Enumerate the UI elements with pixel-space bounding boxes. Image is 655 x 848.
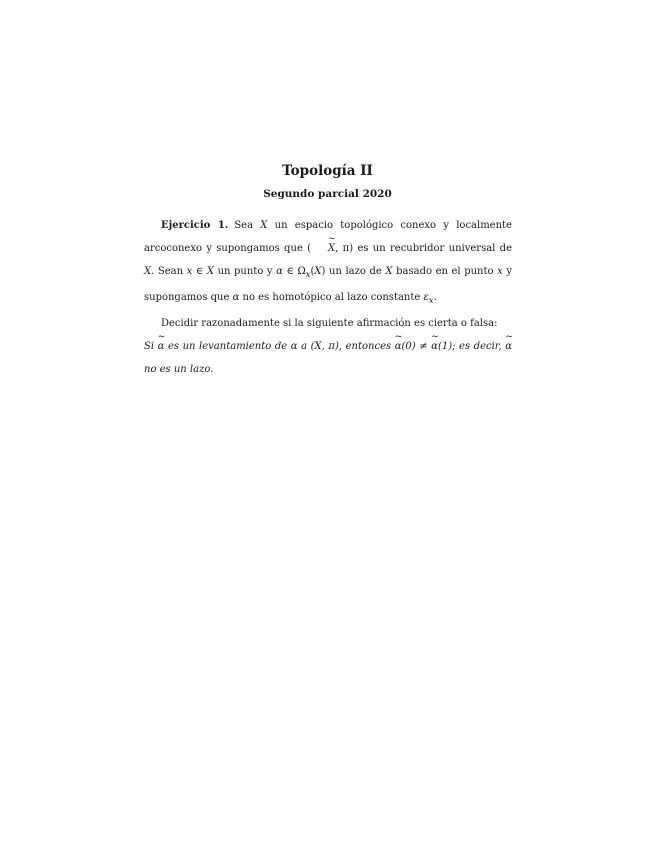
math-alpha-tilde: ~ α bbox=[395, 335, 402, 358]
text-run: . Sean bbox=[151, 266, 187, 277]
math-X: X bbox=[385, 266, 393, 277]
text-run: basado en el punto bbox=[392, 266, 498, 277]
text-run: (1); es decir, bbox=[437, 341, 506, 352]
text-run: es un levantamiento de bbox=[164, 341, 291, 352]
statement-paragraph bbox=[144, 335, 512, 381]
math-alpha: α bbox=[276, 266, 283, 277]
text-run: ∈ Ω bbox=[282, 266, 306, 277]
text-run: no es un lazo. bbox=[144, 364, 214, 375]
text-run: , π), entonces bbox=[321, 341, 395, 352]
text-run: Sea bbox=[234, 220, 261, 231]
math-x: x bbox=[186, 266, 193, 277]
math-alpha-tilde: ~ α bbox=[158, 335, 165, 358]
text-run: ( bbox=[310, 266, 315, 277]
text-run: ∈ bbox=[192, 266, 207, 277]
document-title: Topología II bbox=[282, 163, 373, 179]
math-X: X bbox=[260, 220, 268, 231]
math-X: X bbox=[314, 341, 322, 352]
math-X: X bbox=[206, 266, 214, 277]
instruction-paragraph: Decidir razonadamente si la siguiente afirmación es cierta o falsa: bbox=[161, 318, 498, 329]
math-alpha: α bbox=[290, 341, 298, 352]
math-epsilon: ε bbox=[423, 292, 429, 303]
math-alpha-tilde: ~ α bbox=[505, 335, 512, 358]
text-run: (0) ≠ bbox=[401, 341, 432, 352]
text-run: un punto y bbox=[213, 266, 277, 277]
document-body bbox=[144, 214, 512, 381]
text-run: un espacio topológico conexo y localmente arcoconexo y supongamos que ( bbox=[144, 220, 512, 254]
text-run: y supongamos que bbox=[144, 266, 512, 303]
math-x-sub: x bbox=[305, 269, 311, 279]
math-x-sub: x bbox=[428, 295, 434, 305]
text-run: , π) es un recubridor universal de bbox=[335, 243, 513, 254]
math-alpha: α bbox=[232, 292, 240, 303]
text-run: ) un lazo de bbox=[321, 266, 386, 277]
math-X: X bbox=[144, 266, 152, 277]
text-run: a ( bbox=[297, 341, 315, 352]
exercise-paragraph bbox=[144, 214, 512, 312]
text-run: no es homotópico al lazo constante bbox=[239, 292, 424, 303]
document-subtitle: Segundo parcial 2020 bbox=[263, 188, 392, 200]
text-run: . bbox=[433, 292, 437, 303]
math-x: x bbox=[497, 266, 503, 277]
math-X: X bbox=[314, 266, 322, 277]
math-X-tilde: ~ X bbox=[311, 237, 335, 260]
text-run: Si bbox=[144, 341, 158, 352]
exercise-label: Ejercicio 1. bbox=[161, 220, 229, 231]
math-alpha-tilde: ~ α bbox=[431, 335, 438, 358]
